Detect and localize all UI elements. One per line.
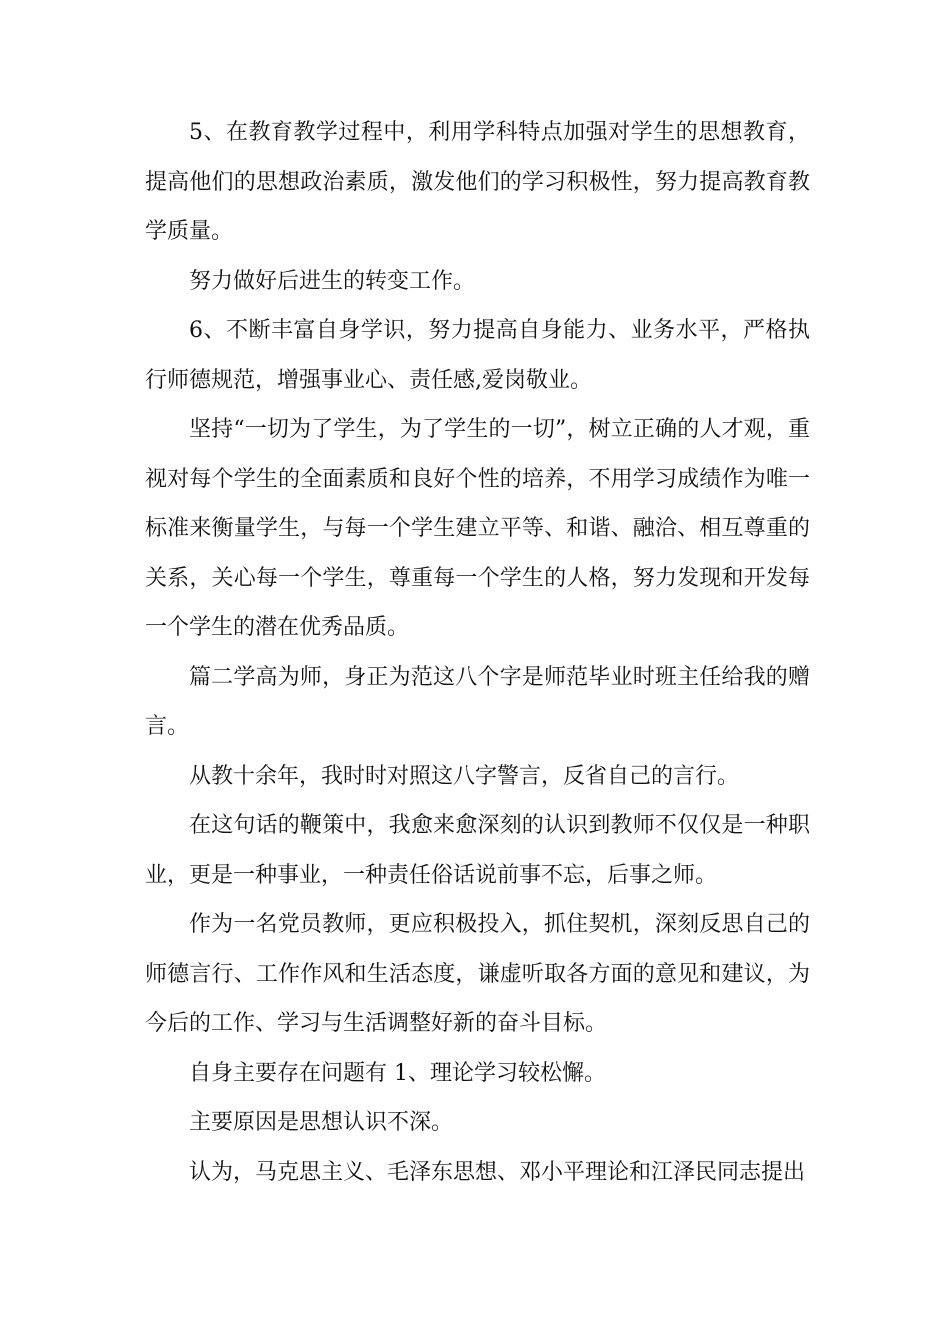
paragraph: 自身主要存在问题有 1、理论学习较松懈。: [189, 1060, 606, 1086]
paragraph: 在这句话的鞭策中，我愈来愈深刻的认识到教师不仅仅是一种职业，更是一种事业，一种责任俗话说前事不忘，后事之师。: [145, 813, 810, 888]
paragraph: 努力做好后进生的转变工作。: [189, 268, 476, 294]
paragraph: 主要原因是思想认识不深。: [189, 1110, 454, 1135]
document-body: [145, 108, 810, 1197]
paragraph: 5、在教育教学过程中，利用学科特点加强对学生的思想教育，提高他们的思想政治素质，激发他们的学习积极性，努力提高教育教学质量。: [145, 120, 810, 244]
paragraph: 篇二学高为师，身正为范这八个字是师范毕业时班主任给我的赠言。: [145, 664, 810, 739]
paragraph: 作为一名党员教师，更应积极投入，抓住契机，深刻反思自己的师德言行、工作作风和生活态度，谦虚听取各方面的意见和建议，为今后的工作、学习与生活调整好新的奋斗目标。: [145, 912, 810, 1036]
paragraph: 6、不断丰富自身学识，努力提高自身能力、业务水平，严格执行师德规范，增强事业心、责任感,爱岗敬业。: [145, 318, 810, 393]
paragraph: 坚持“一切为了学生，为了学生的一切”，树立正确的人才观，重视对每个学生的全面素质和良好个性的培养，不用学习成绩作为唯一标准来衡量学生，与每一个学生建立平等、和谐、融洽、相互尊重的关系，关心每一个学生，尊重每一个学生的人格，努力发现和开发每一个学生的潜在优秀品质。: [145, 417, 810, 640]
paragraph: 认为，马克思主义、毛泽东思想、邓小平理论和江泽民同志提出: [189, 1159, 806, 1185]
paragraph: 从教十余年，我时时对照这八字警言，反省自己的言行。: [189, 763, 740, 789]
